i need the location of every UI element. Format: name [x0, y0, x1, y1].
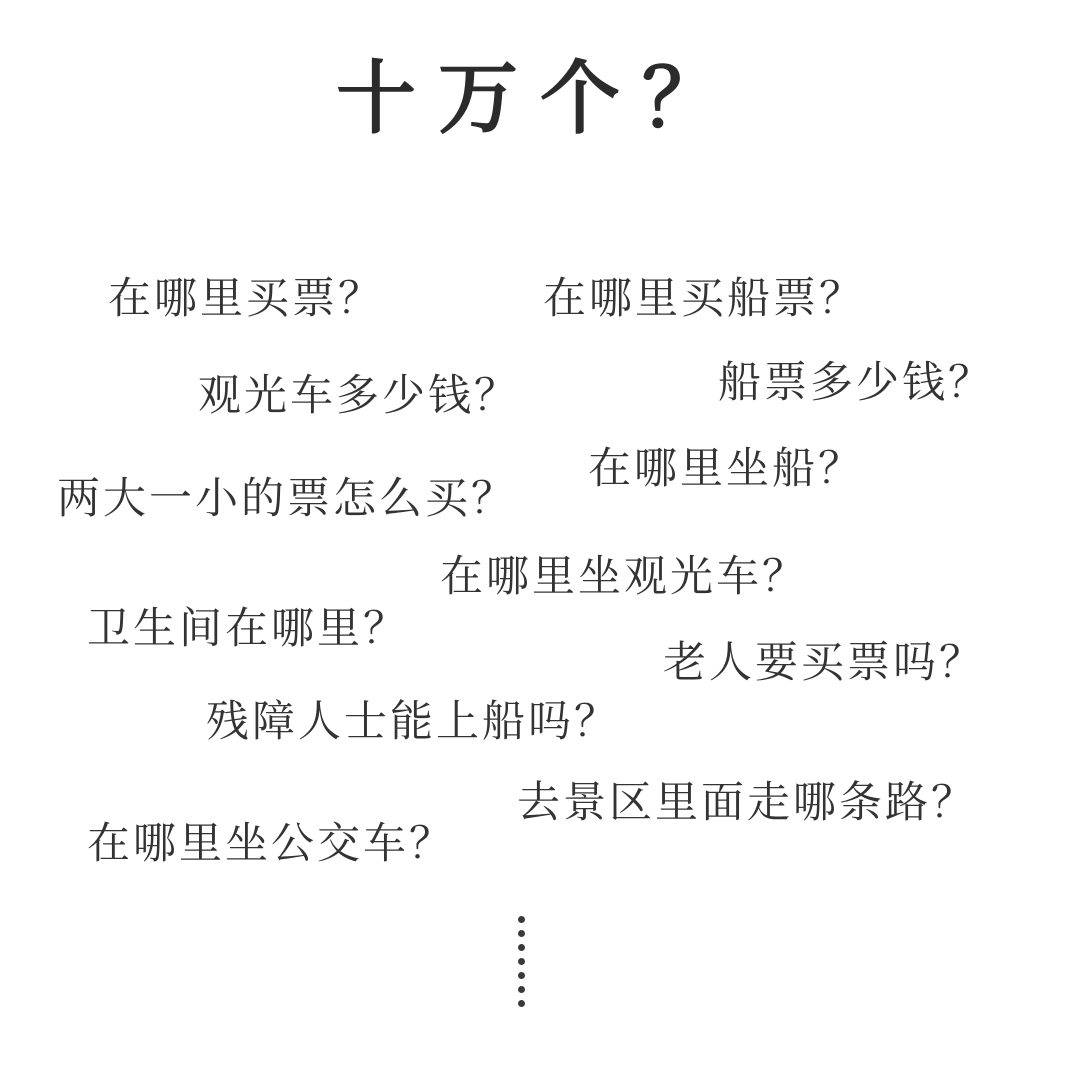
question-text: 去景区里面走哪条路？: [517, 778, 977, 828]
question-text: 残障人士能上船吗？: [206, 697, 620, 747]
vertical-dots-icon: [515, 916, 527, 1020]
question-text: 在哪里坐船？: [588, 444, 864, 494]
question-text: 在哪里坐公交车？: [87, 819, 455, 869]
dot: [518, 972, 525, 979]
dot: [518, 916, 525, 923]
page-title: 十万个？: [336, 51, 744, 145]
question-text: 在哪里坐观光车？: [440, 552, 808, 602]
dot: [518, 944, 525, 951]
dot: [518, 1000, 525, 1007]
question-text: 卫生间在哪里？: [87, 604, 409, 654]
question-text: 两大一小的票怎么买？: [57, 474, 517, 524]
question-text: 在哪里买票？: [108, 274, 384, 324]
question-text: 船票多少钱？: [718, 358, 994, 408]
question-text: 老人要买票吗？: [663, 638, 985, 688]
dot: [518, 930, 525, 937]
dot: [518, 958, 525, 965]
dot: [518, 986, 525, 993]
question-text: 观光车多少钱？: [198, 371, 520, 421]
question-text: 在哪里买船票？: [543, 274, 865, 324]
